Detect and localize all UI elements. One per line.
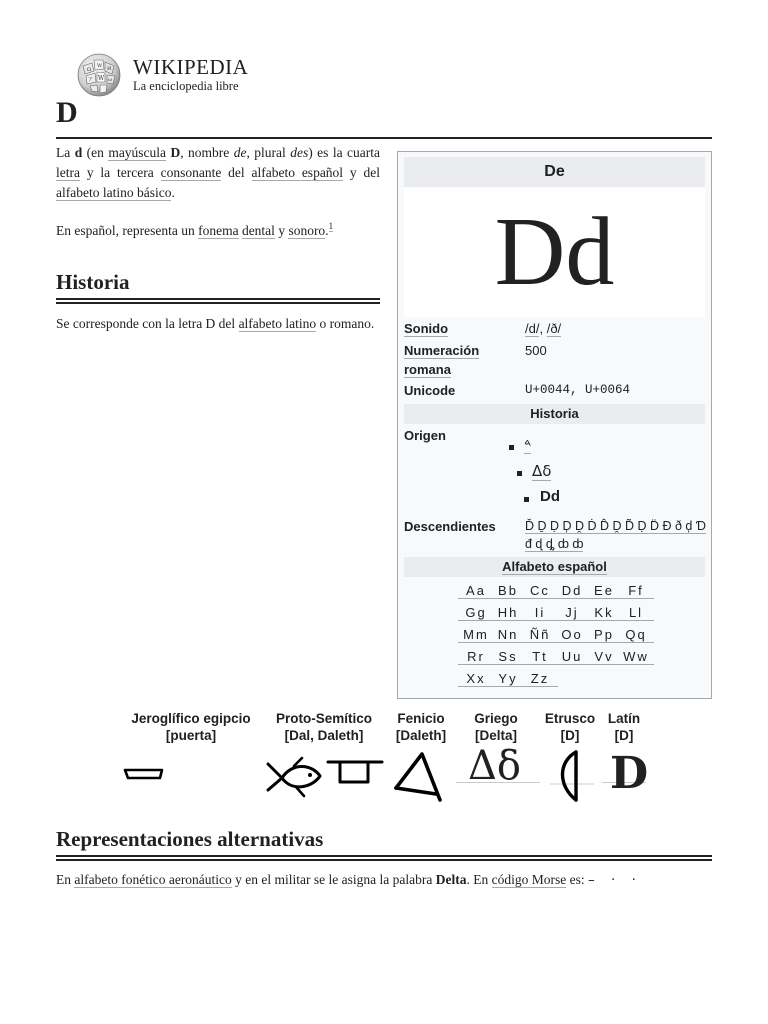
text: La	[56, 145, 75, 160]
link-fonema[interactable]: fonema	[198, 223, 239, 238]
alphabet-letter[interactable]: Ii	[522, 605, 558, 621]
alphabet-letter[interactable]: Bb	[490, 583, 526, 599]
section-divider	[56, 298, 380, 304]
svg-text:И: И	[107, 66, 112, 72]
origin-phoenician[interactable]: 𐤃	[524, 435, 532, 453]
header-line: Etrusco	[544, 711, 596, 726]
origin-greek[interactable]: Δδ	[532, 462, 552, 480]
alphabet-letter[interactable]: Cc	[522, 583, 558, 599]
wikipedia-wordmark: WIKIPEDIA	[133, 55, 249, 79]
descendant-links[interactable]: Ď Ḏ Ḍ Ḑ Ḓ Ḋ D̂ Ḓ D̃ Ḍ D̈ Ð ð ḑ Ɗ đ ɖ ȡ ȸ ȸ	[525, 519, 706, 551]
greek-delta-glyph	[456, 744, 540, 788]
text: .	[325, 223, 329, 238]
wikipedia-globe-icon	[74, 52, 124, 98]
alphabet-letter[interactable]: Jj	[554, 605, 590, 621]
text: .	[171, 185, 175, 200]
header-line: Griego	[474, 711, 518, 726]
evolution-header-egyptian	[122, 710, 260, 744]
sonido-value	[525, 319, 561, 338]
unicode-label: Unicode	[404, 383, 456, 398]
header-line: [D]	[614, 728, 634, 743]
alphabet-letter[interactable]: Ww	[618, 649, 654, 665]
text: y del	[343, 165, 380, 180]
reference-link[interactable]: 1	[328, 221, 334, 231]
etruscan-d-glyph-icon	[550, 748, 594, 804]
text: . En	[466, 872, 492, 887]
text: , plural	[246, 145, 291, 160]
morse-code: – · ·	[587, 872, 642, 888]
svg-text:ア: ア	[88, 77, 94, 83]
section-heading-historia: Historia	[56, 270, 130, 294]
header-line: [puerta]	[165, 728, 217, 743]
alphabet-letter[interactable]: Nn	[490, 627, 526, 643]
text: En	[56, 872, 75, 887]
alphabet-letter[interactable]: Ll	[618, 605, 654, 621]
separator: ,	[539, 321, 547, 336]
link-alfabeto-espanol[interactable]: alfabeto español	[251, 165, 344, 180]
alphabet-letter[interactable]: Kk	[586, 605, 622, 621]
svg-text:W: W	[97, 63, 103, 69]
egyptian-door-glyph-icon	[122, 766, 164, 782]
alphabet-letter[interactable]: Aa	[458, 583, 494, 599]
infobox-alfabeto-heading	[404, 557, 705, 577]
alphabet-letter[interactable]: Rr	[458, 649, 494, 665]
phoenician-dalet-glyph-icon	[392, 750, 446, 804]
wikipedia-tagline: La enciclopedia libre	[133, 79, 239, 93]
bold-text: D	[170, 145, 181, 160]
header-line: [Dal, Daleth]	[284, 728, 364, 743]
text: y	[274, 223, 289, 238]
link-mayuscula[interactable]: mayúscula	[108, 145, 167, 160]
protosemitic-fish-glyph-icon	[264, 754, 324, 800]
bold-text: Delta	[435, 872, 467, 887]
alphabet-letter[interactable]: Gg	[458, 605, 494, 621]
infobox	[397, 151, 712, 699]
alphabet-letter[interactable]: Xx	[458, 671, 494, 687]
alternativas-paragraph	[56, 870, 716, 890]
numeracion-label	[404, 341, 504, 379]
svg-text:ω: ω	[108, 77, 113, 83]
link-alfabeto-latino-basico[interactable]: alfabeto latino básico	[56, 185, 172, 200]
text: o romano.	[316, 316, 375, 331]
intro-paragraph	[56, 143, 380, 203]
text: ) es la cuarta	[308, 145, 380, 160]
descendientes-list	[525, 517, 709, 553]
wikipedia-logo[interactable]	[74, 52, 274, 100]
alphabet-letter[interactable]: Ee	[586, 583, 622, 599]
alphabet-letter[interactable]: Ññ	[522, 627, 558, 643]
italic-text: des	[290, 145, 309, 160]
header-line: [D]	[560, 728, 580, 743]
unicode-value: U+0044, U+0064	[525, 383, 631, 397]
sonido-label-text[interactable]: Sonido	[404, 321, 449, 336]
infobox-letter-image	[404, 188, 705, 317]
evolution-header-etruscan	[538, 710, 602, 744]
link-dental[interactable]: dental	[241, 223, 275, 238]
link-alfabeto-latino[interactable]: alfabeto latino	[238, 316, 317, 331]
title-divider	[56, 137, 712, 139]
alphabet-letter[interactable]: Dd	[554, 583, 590, 599]
alphabet-letter[interactable]: Tt	[522, 649, 558, 665]
alphabet-letter[interactable]: Ss	[490, 649, 526, 665]
alphabet-letter[interactable]: Pp	[586, 627, 622, 643]
alphabet-letter[interactable]: Qq	[618, 627, 654, 643]
section-heading-alternativas: Representaciones alternativas	[56, 827, 324, 851]
bullet	[524, 497, 529, 502]
header-line: Fenicio	[397, 711, 445, 726]
link-codigo-morse[interactable]: código Morse	[491, 872, 567, 887]
greek-delta-text: Δδ	[468, 743, 521, 789]
alphabet-letter[interactable]: Vv	[586, 649, 622, 665]
link-sonoro[interactable]: sonoro	[288, 223, 326, 238]
evolution-header-greek	[466, 710, 526, 744]
infobox-title: De	[404, 157, 705, 187]
text: (en	[82, 145, 109, 160]
numeracion-value: 500	[525, 343, 547, 358]
origin-latin: Dd	[540, 488, 560, 505]
numeracion-label-text[interactable]: Numeración romana	[404, 343, 480, 377]
link-phoneme-eth[interactable]: /ð/	[546, 321, 562, 336]
text: es:	[566, 872, 588, 887]
evolution-header-protosemitic	[266, 710, 382, 744]
descendientes-label: Descendientes	[404, 519, 496, 534]
evolution-header-latin	[600, 710, 648, 744]
header-line: Jeroglífico egipcio	[131, 711, 251, 726]
svg-text:W: W	[98, 75, 105, 82]
svg-text:Ω: Ω	[87, 67, 92, 73]
italic-text: de	[233, 145, 247, 160]
alphabet-letter[interactable]: Oo	[554, 627, 590, 643]
text: del	[221, 165, 252, 180]
alfabeto-heading-link[interactable]: Alfabeto español	[502, 559, 607, 574]
text: , nombre	[180, 145, 234, 160]
link-alfabeto-fonetico-aeronautico[interactable]: alfabeto fonético aeronáutico	[74, 872, 232, 887]
link-consonante[interactable]: consonante	[160, 165, 222, 180]
evolution-header-phoenician	[388, 710, 454, 744]
text: y la tercera	[79, 165, 161, 180]
letter-glyph: Dd	[494, 198, 615, 306]
latin-d-text: D	[610, 748, 649, 799]
phoneme-paragraph	[56, 216, 380, 241]
link-letra[interactable]: letra	[56, 165, 80, 180]
header-line: Proto-Semítico	[275, 711, 372, 726]
historia-paragraph	[56, 314, 380, 334]
alphabet-letter[interactable]: Ff	[618, 583, 654, 599]
alphabet-letter[interactable]: Uu	[554, 649, 590, 665]
header-line: [Delta]	[474, 728, 517, 743]
bullet	[517, 471, 522, 476]
alphabet-letter[interactable]: Mm	[458, 627, 494, 643]
text: Se corresponde con la letra D del	[56, 316, 239, 331]
page-title: D	[56, 96, 78, 129]
link-phoneme-d[interactable]: /d/	[525, 321, 540, 336]
header-line: [Daleth]	[395, 728, 447, 743]
alphabet-letter[interactable]: Hh	[490, 605, 526, 621]
origen-label: Origen	[404, 428, 446, 443]
protosemitic-door-glyph-icon	[326, 758, 384, 786]
bullet	[509, 445, 514, 450]
sonido-label	[404, 319, 514, 338]
alphabet-letter[interactable]: Yy	[490, 671, 526, 687]
latin-d-glyph	[602, 748, 649, 800]
alphabet-letter[interactable]: Zz	[522, 671, 558, 687]
text: En español, representa un	[56, 223, 199, 238]
infobox-historia-heading: Historia	[404, 404, 705, 424]
text: y en el militar se le asigna la palabra	[231, 872, 436, 887]
section-divider	[56, 855, 712, 861]
header-line: Latín	[607, 711, 641, 726]
bold-text: d	[74, 145, 83, 160]
